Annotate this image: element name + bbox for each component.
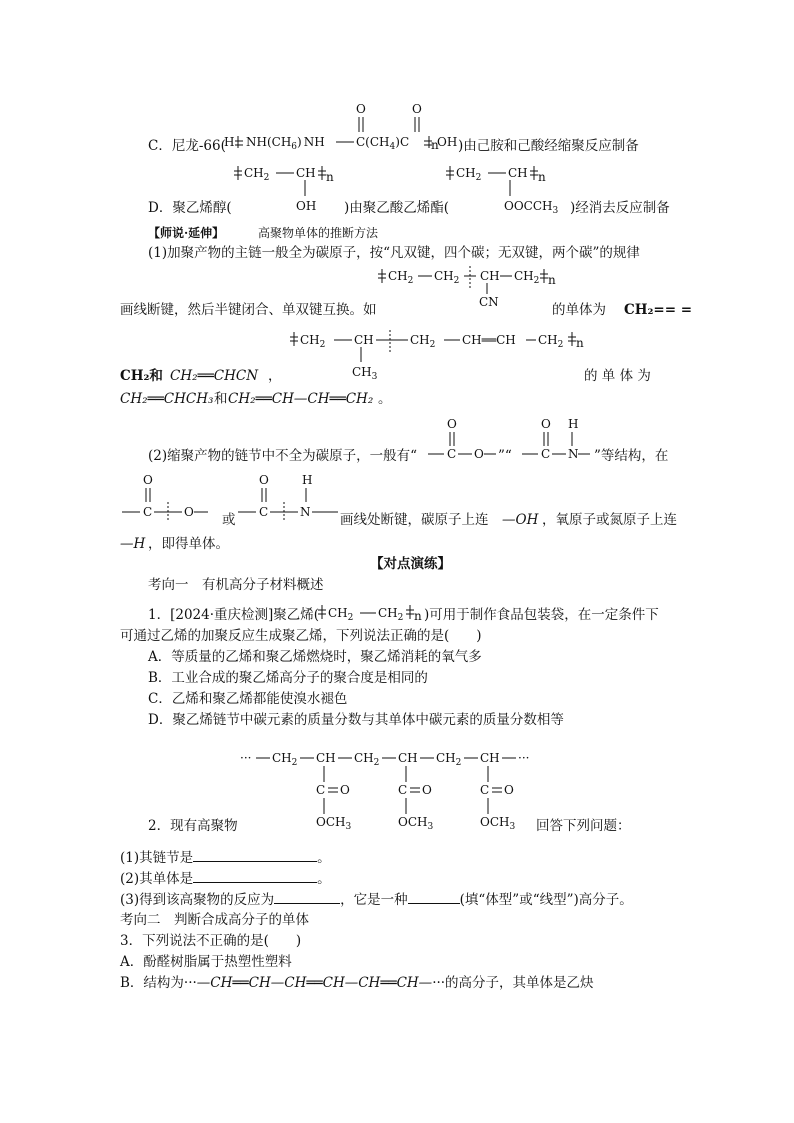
para-1-line-4a: CH₂══CHCH₃ [120,391,214,407]
subscript-n: n [431,138,439,152]
para-1-line-2c: CH₂== = [624,302,693,318]
svg-text:CH2: $CH_2$ [410,333,436,350]
q2-sub-2-blank[interactable] [193,870,317,883]
svg-text:C: C [541,447,551,461]
svg-text:O: O [143,473,153,487]
svg-text:CH2: $CH_2$ [514,269,540,286]
svg-text:H: H [302,473,313,487]
para-1-line-3a: CH₂和 [120,368,163,384]
q2-sub-3a: (3)得到该高聚物的反应为 [120,892,275,908]
svg-text:CH: CH [316,751,336,765]
svg-text:CH══CH: CH══CH [462,333,516,347]
svg-text:N: N [568,447,579,461]
extension-title: 高聚物单体的推断方法 [258,226,379,240]
svg-text:C: C [143,505,153,519]
svg-text:N: N [300,505,311,519]
para-1-line-3c: ， [268,368,282,384]
para-1-line-4b: 和 [214,391,228,407]
svg-text:CH2: $CH_2$ [388,269,414,286]
svg-text:CH2: $CH_2$ [354,751,380,768]
svg-text:C: C [316,783,326,797]
para-1-line-2a: 画线断键，然后半键闭合、单双键互换。如 [120,302,377,318]
para-1-line-4c: CH₂══CH—CH══CH₂ [228,391,374,407]
option-d-middle: )由聚乙酸乙烯酯( [344,200,450,216]
svg-text:O: O [340,783,350,797]
q2-sub-2-period: 。 [317,871,331,887]
oxygen-2: O [412,102,422,116]
practice-heading: 【对点演练】 [370,556,451,572]
q2-sub-1-period: 。 [317,850,331,866]
pva-structure [234,158,344,216]
q2-sub-3-blank-1[interactable] [274,891,340,904]
polyethylene-structure [318,603,422,623]
q3-option-b-chain: —CH══CH—CH══CH—CH══CH— [196,975,433,991]
direction-1: 考向一 有机高分子材料概述 [148,577,324,593]
q2-sub-2 [120,870,331,887]
polyacrylate-structure [240,748,540,832]
svg-text:O: O [447,417,457,431]
para-2-line-2c: —OH [502,512,539,528]
svg-text:CH2: $CH_2$ [244,166,270,183]
amide-cut-structure [238,472,338,520]
q3-option-a: A．酚醛树脂属于热塑性塑料 [120,954,292,970]
example-polymer-2 [290,330,590,382]
para-1-line-3d: 的 单 体 为 [584,368,651,384]
example-polymer-1 [378,266,558,308]
svg-text:C: C [480,783,490,797]
svg-text:CH2: $CH_2$ [538,333,564,350]
svg-text:n: n [326,170,334,184]
oh-group: OH [437,135,458,149]
option-d-prefix: D．聚乙烯醇( [148,200,232,216]
svg-text:n: n [414,609,422,623]
para-2-line-1b: ”“ [498,448,512,464]
amide-structure [522,416,592,462]
svg-text:C: C [398,783,408,797]
svg-text:O: O [504,783,514,797]
extension-tag: 【师说·延伸】 [148,226,225,240]
q2-sub-1-label: (1)其链节是 [120,850,194,866]
svg-text:CH2: $CH_2$ [328,606,354,623]
oh-group: OH [296,199,317,213]
para-1-line-4d: 。 [378,391,392,407]
svg-text:CH: CH [508,166,528,180]
svg-text:OCH3: $OCH_3$ [398,815,434,832]
nh-group: $NH(CH_6)$ NH [246,135,325,152]
svg-text:OCH3: $OCH_3$ [480,815,516,832]
svg-text:CN: CN [479,295,499,309]
svg-text:CH2: $CH_2$ [436,751,462,768]
q1-option-b: B．工业合成的聚乙烯高分子的聚合度是相同的 [148,670,428,686]
svg-text:CH: CH [296,166,316,180]
q3-option-b [120,975,594,991]
svg-text:CH2: $CH_2$ [456,166,482,183]
para-1-line-1: (1)加聚产物的主链一般全为碳原子，按“凡双键，四个碳；无双键，两个碳”的规律 [148,245,640,261]
svg-text:O: O [184,505,194,519]
svg-text:O: O [541,417,551,431]
pvac-structure [446,158,576,216]
svg-text:···: ··· [518,751,530,765]
option-c-prefix: C．尼龙-66( [148,138,226,154]
para-2-line-1a: (2)缩聚产物的链节中不全为碳原子，一般有“ [148,448,418,464]
q2-sub-3c: (填“体型”或“线型”)高分子。 [459,892,633,908]
svg-text:CH: CH [480,269,500,283]
svg-text:OCH3: $OCH_3$ [316,815,352,832]
para-1-line-3b: CH₂══CHCN [170,368,259,384]
para-2-line-3a: —H [120,536,146,552]
svg-text:CH3: $CH_3$ [352,365,378,382]
para-2-line-2b: 画线处断键，碳原子上连 [340,512,489,528]
para-2-line-2d: ，氧原子或氮原子上连 [542,512,677,528]
svg-text:n: n [538,170,546,184]
para-2-line-2a: 或 [222,512,236,528]
q3-option-b-a: B．结构为··· [120,975,197,991]
para-2-line-1c: ”等结构，在 [594,448,669,464]
q1-line-1a: 1．[2024·重庆检测]聚乙烯( [148,607,320,623]
svg-text:C: C [447,447,457,461]
svg-text:C: C [259,505,269,519]
q1-option-d: D．聚乙烯链节中碳元素的质量分数与其单体中碳元素的质量分数相等 [148,712,564,728]
option-c-suffix: )由己胺和己酸经缩聚反应制备 [458,138,639,154]
option-d-suffix: )经消去反应制备 [570,200,670,216]
svg-text:CH2: $CH_2$ [272,751,298,768]
q1-line-1b: )可用于制作食品包装袋，在一定条件下 [424,607,659,623]
svg-text:···: ··· [240,751,252,765]
svg-text:CH2: $CH_2$ [434,269,460,286]
q2-suffix: 回答下列问题： [536,818,631,834]
oxygen-1: O [356,102,366,116]
h-atom: H [224,135,235,149]
svg-text:CH2: $CH_2$ [378,606,404,623]
ester-structure [428,416,498,462]
q2-prefix: 2．现有高聚物 [148,818,238,834]
svg-text:O: O [474,447,484,461]
q2-sub-3-blank-2[interactable] [408,891,460,904]
svg-text:n: n [548,273,556,287]
nylon66-structure [224,100,464,150]
svg-text:H: H [568,417,579,431]
svg-text:n: n [576,336,584,350]
svg-text:CH: CH [354,333,374,347]
q2-sub-3 [120,891,633,908]
c-group: $C(CH_4)C$ [356,135,410,152]
q2-sub-2-label: (2)其单体是 [120,871,194,887]
q2-sub-1 [120,849,331,866]
para-2-line-3b: ，即得单体。 [148,536,229,552]
svg-text:CH2: $CH_2$ [300,333,326,350]
svg-text:O: O [422,783,432,797]
q1-option-a: A．等质量的乙烯和聚乙烯燃烧时，聚乙烯消耗的氧气多 [148,649,482,665]
svg-text:O: O [259,473,269,487]
ester-group: $OOCCH_3$ [504,199,559,216]
direction-2: 考向二 判断合成高分子的单体 [120,912,309,928]
svg-text:CH: CH [480,751,500,765]
para-1-line-2b: 的单体为 [552,302,606,318]
q2-sub-3b: ，它是一种 [340,892,408,908]
q1-option-c: C．乙烯和聚乙烯都能使溴水褪色 [148,691,348,707]
ester-cut-structure [122,472,212,520]
svg-text:CH: CH [398,751,418,765]
q3-option-b-b: ···的高分子，其单体是乙炔 [432,975,594,991]
q1-line-2: 可通过乙烯的加聚反应生成聚乙烯，下列说法正确的是( ) [120,628,482,644]
q2-sub-1-blank[interactable] [193,849,317,862]
q3-stem: 3．下列说法不正确的是( ) [120,933,302,949]
